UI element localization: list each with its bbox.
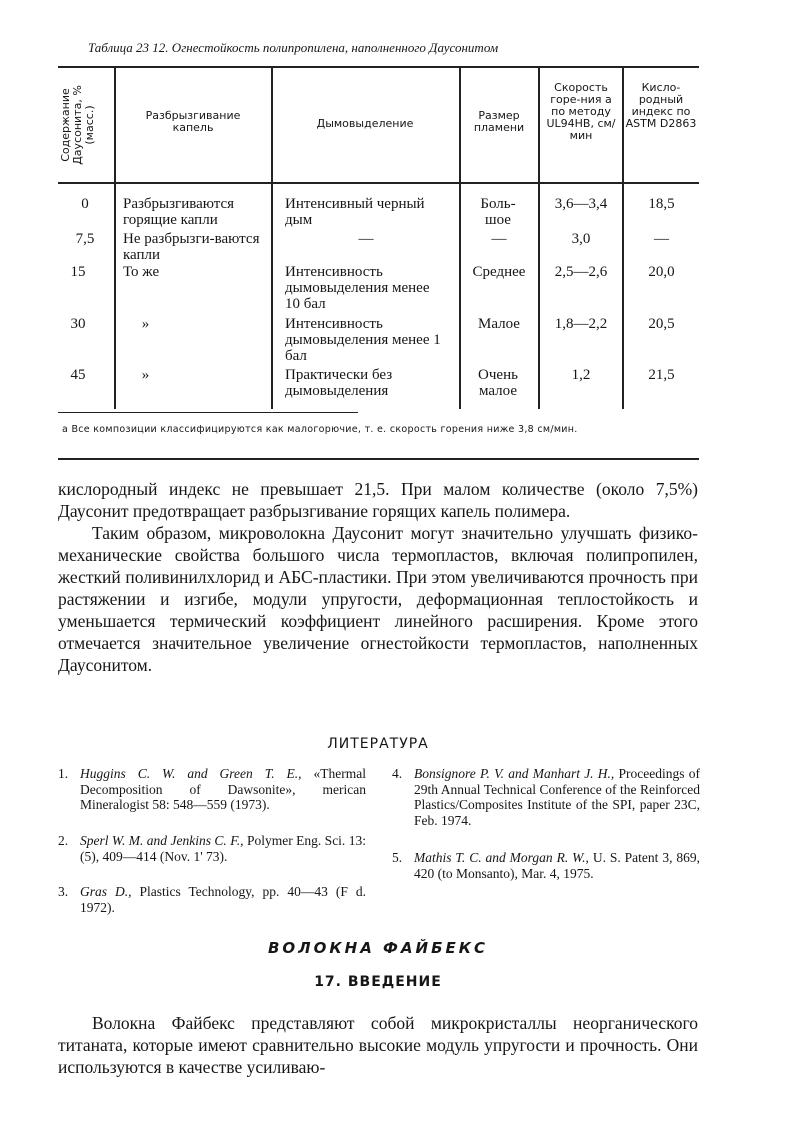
cell-speed-3: 1,8—2,2	[554, 316, 608, 332]
cell-content-1: 7,5	[75, 231, 95, 247]
cell-oxygen-3: 20,5	[648, 316, 675, 332]
header-content: Содержание Даусонита, % (масс.)	[59, 85, 96, 165]
subsection-title: 17. ВВЕДЕНИЕ	[314, 974, 442, 990]
footnote-bottom-rule	[58, 458, 699, 460]
body-text-block	[58, 478, 698, 676]
cell-flame-1: —	[491, 231, 507, 247]
reference-authors: Bonsignore P. V. and Manhart J. H.,	[414, 766, 615, 781]
table-caption: Таблица 23 12. Огнестойкость полипропилена, наполненного Даусонитом	[88, 40, 499, 55]
header-oxygen: Кисло-родный индекс по ASTM D2863	[625, 81, 697, 130]
cell-smoke-0: Интенсивный черный дым	[285, 196, 425, 228]
cell-smoke-1: —	[358, 231, 374, 247]
reference-2	[58, 833, 366, 864]
cell-smoke-2: Интенсивность дымовыделения менее 10 бал	[285, 264, 430, 312]
reference-number: 5.	[392, 850, 403, 865]
reference-number: 3.	[58, 884, 69, 899]
table-header-rule	[58, 182, 699, 184]
reference-authors: Sperl W. M. and Jenkins C. F.,	[80, 833, 244, 848]
reference-5	[392, 850, 700, 881]
reference-4	[392, 766, 700, 828]
header-speed: Скорость горе-ния a по методу UL94HB, см/мин	[546, 81, 616, 142]
cell-dripping-2: То же	[123, 264, 160, 280]
cell-oxygen-1: —	[654, 231, 669, 247]
reference-text: «Thermal Decomposition of Dawsonite», merican Mineralogist 58: 548—559 (1973).	[80, 766, 366, 812]
reference-authors: Mathis T. C. and Morgan R. W.,	[414, 850, 589, 865]
reference-1	[58, 766, 366, 813]
cell-oxygen-4: 21,5	[648, 367, 675, 383]
cell-dripping-4: »	[141, 367, 150, 383]
paragraph-2: Таким образом, микроволокна Даусонит могут значительно улучшать физико-механические свойства большого числа термопластов, включая полипропилен, жесткий поливинилхлорид и АБС-пластики. При этом увеличиваются прочность при растяжении и изгибе, модули упругости, деформационная теплостойкость и уменьшается термический коэффициент линейного расширения. Кроме этого отмечается значительное увеличение огнестойкости термопластов, наполненных Даусонитом.	[58, 523, 698, 675]
cell-flame-3: Малое	[478, 316, 520, 332]
header-flame: Размер пламени	[473, 109, 525, 134]
table-bottom-rule	[58, 412, 358, 413]
reference-number: 1.	[58, 766, 69, 781]
cell-speed-4: 1,2	[571, 367, 591, 383]
cell-dripping-0: Разбрызгиваются горящие капли	[123, 196, 235, 228]
reference-text: Proceedings of 29th Annual Technical Conference of the Reinforced Plastics/Composites Institute of the SPI, paper 23C, Feb. 1974.	[414, 766, 701, 828]
cell-content-3: 30	[70, 316, 86, 332]
paragraph-1: кислородный индекс не превышает 21,5. При малом количестве (около 7,5%) Даусонит предотвращает разбрызгивание горящих капель полимера.	[58, 479, 698, 521]
cell-speed-0: 3,6—3,4	[554, 196, 608, 212]
table-top-rule	[58, 66, 699, 68]
cell-dripping-3: »	[141, 316, 150, 332]
col-divider-1	[114, 67, 116, 409]
reference-authors: Gras D.,	[80, 884, 132, 899]
cell-speed-1: 3,0	[571, 231, 591, 247]
intro-block	[58, 1012, 698, 1078]
section-title: ВОЛОКНА ФАЙБЕКС	[267, 939, 489, 957]
cell-oxygen-0: 18,5	[648, 196, 675, 212]
cell-speed-2: 2,5—2,6	[554, 264, 608, 280]
cell-smoke-4: Практически без дымовыделения	[285, 367, 393, 399]
reference-text: U. S. Patent 3, 869, 420 (to Monsanto), Mar. 4, 1975.	[414, 850, 700, 881]
cell-flame-2: Среднее	[472, 264, 526, 280]
cell-flame-4: Очень малое	[478, 367, 518, 399]
reference-number: 4.	[392, 766, 403, 781]
cell-oxygen-2: 20,0	[648, 264, 675, 280]
reference-text: Plastics Technology, pp. 40—43 (F d. 1972).	[80, 884, 366, 915]
reference-text: Polymer Eng. Sci. 13: (5), 409—414 (Nov. 1' 73).	[80, 833, 366, 864]
header-dripping: Разбрызгивание капель	[145, 109, 241, 134]
table-footnote: a Все композиции классифицируются как малогорючие, т. е. скорость горения ниже 3,8 см/мин.	[62, 424, 578, 435]
cell-content-0: 0	[81, 196, 89, 212]
cell-smoke-3: Интенсивность дымовыделения менее 1 бал	[285, 316, 441, 364]
header-smoke: Дымовыделение	[316, 117, 414, 130]
cell-dripping-1: Не разбрызги-ваются капли	[123, 231, 260, 263]
reference-3	[58, 884, 366, 915]
cell-flame-0: Боль-шое	[480, 196, 516, 228]
intro-paragraph: Волокна Файбекс представляют собой микрокристаллы неорганического титаната, которые имеют сравнительно высокие модуль упругости и прочность. Они используются в качестве усиливаю-	[58, 1013, 698, 1077]
cell-content-4: 45	[70, 367, 86, 383]
literature-heading: ЛИТЕРАТУРА	[327, 736, 429, 752]
reference-authors: Huggins C. W. and Green T. E.,	[80, 766, 302, 781]
cell-content-2: 15	[70, 264, 86, 280]
reference-number: 2.	[58, 833, 69, 848]
